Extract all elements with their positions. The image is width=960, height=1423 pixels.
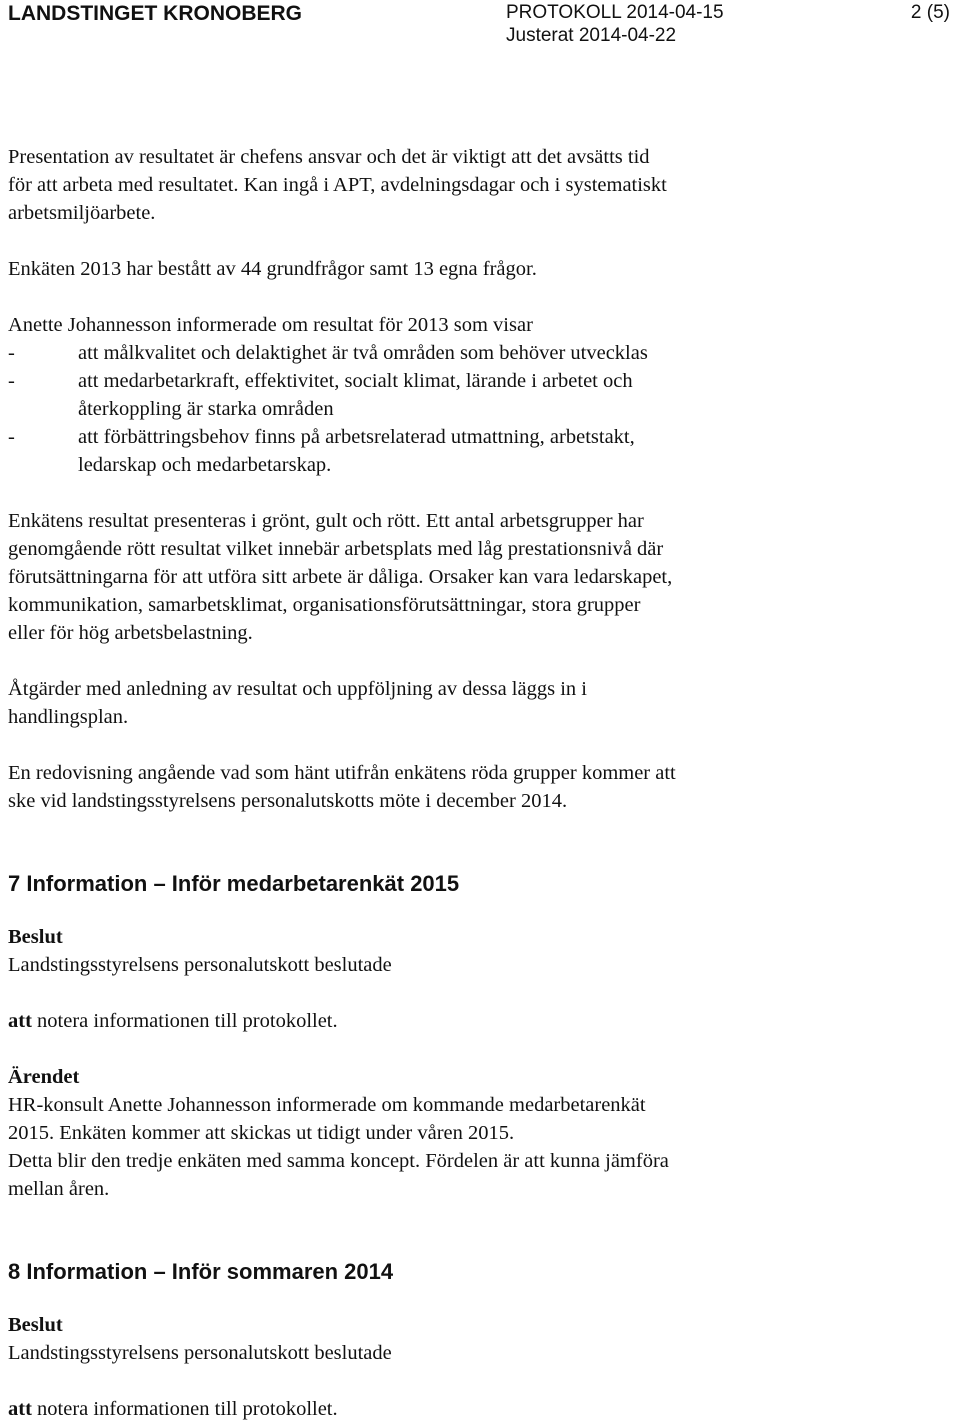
decision-text: Landstingsstyrelsens personalutskott beslutade	[8, 1342, 392, 1364]
results-line: Enkätens resultat presenteras i grönt, gult och rött. Ett antal arbetsgrupper har	[8, 510, 644, 532]
intro-line: för att arbeta med resultatet. Kan ingå i APT, avdelningsdagar och i systematiskt	[8, 174, 667, 196]
page-header	[0, 0, 960, 52]
protocol-date: PROTOKOLL 2014-04-15	[506, 2, 724, 23]
bullet-item: - att förbättringsbehov finns på arbetsrelaterad utmattning, arbetstakt,	[8, 426, 635, 448]
intro-line: arbetsmiljöarbete.	[8, 202, 156, 224]
page-number: 2 (5)	[910, 2, 950, 23]
matter-line: mellan åren.	[8, 1178, 110, 1200]
decision-line: att notera informationen till protokollet.	[8, 1010, 338, 1032]
section-heading-7: 7 Information – Inför medarbetarenkät 2015	[8, 871, 460, 896]
organization-name: LANDSTINGET KRONOBERG	[8, 2, 302, 25]
matter-line: 2015. Enkäten kommer att skickas ut tidigt under våren 2015.	[8, 1122, 515, 1144]
matter-label: Ärendet	[8, 1066, 80, 1088]
results-line: förutsättningarna för att utföra sitt arbete är dåliga. Orsaker kan vara ledarskapet,	[8, 566, 673, 588]
matter-line: HR-konsult Anette Johannesson informerade om kommande medarbetarenkät	[8, 1094, 646, 1116]
section-heading-8: 8 Information – Inför sommaren 2014	[8, 1259, 394, 1284]
decision-label: Beslut	[8, 926, 63, 948]
decision-label: Beslut	[8, 1314, 63, 1336]
results-line: kommunikation, samarbetsklimat, organisationsförutsättningar, stora grupper	[8, 594, 641, 616]
bullet-item: - att medarbetarkraft, effektivitet, socialt klimat, lärande i arbetet och	[8, 370, 633, 392]
results-line: genomgående rött resultat vilket innebär arbetsplats med låg prestationsnivå där	[8, 538, 664, 560]
report-line: En redovisning angående vad som hänt utifrån enkätens röda grupper kommer att	[8, 762, 676, 784]
decision-line: att notera informationen till protokollet.	[8, 1398, 338, 1420]
bullet-continuation: ledarskap och medarbetarskap.	[78, 454, 332, 476]
bullet-continuation: återkoppling är starka områden	[78, 398, 334, 420]
bullet-item: - att målkvalitet och delaktighet är två områden som behöver utvecklas	[8, 342, 648, 364]
anette-lead: Anette Johannesson informerade om resultat för 2013 som visar	[8, 314, 533, 336]
intro-line: Enkäten 2013 har bestått av 44 grundfrågor samt 13 egna frågor.	[8, 258, 537, 280]
adjusted-date: Justerat 2014-04-22	[506, 25, 677, 46]
document-body	[8, 143, 953, 1423]
results-line: eller för hög arbetsbelastning.	[8, 622, 253, 644]
intro-line: Presentation av resultatet är chefens ansvar och det är viktigt att det avsätts tid	[8, 146, 650, 168]
actions-line: handlingsplan.	[8, 706, 129, 728]
matter-line: Detta blir den tredje enkäten med samma koncept. Fördelen är att kunna jämföra	[8, 1150, 669, 1172]
decision-text: Landstingsstyrelsens personalutskott beslutade	[8, 954, 392, 976]
report-line: ske vid landstingsstyrelsens personalutskotts möte i december 2014.	[8, 790, 568, 812]
actions-line: Åtgärder med anledning av resultat och uppföljning av dessa läggs in i	[8, 678, 587, 700]
